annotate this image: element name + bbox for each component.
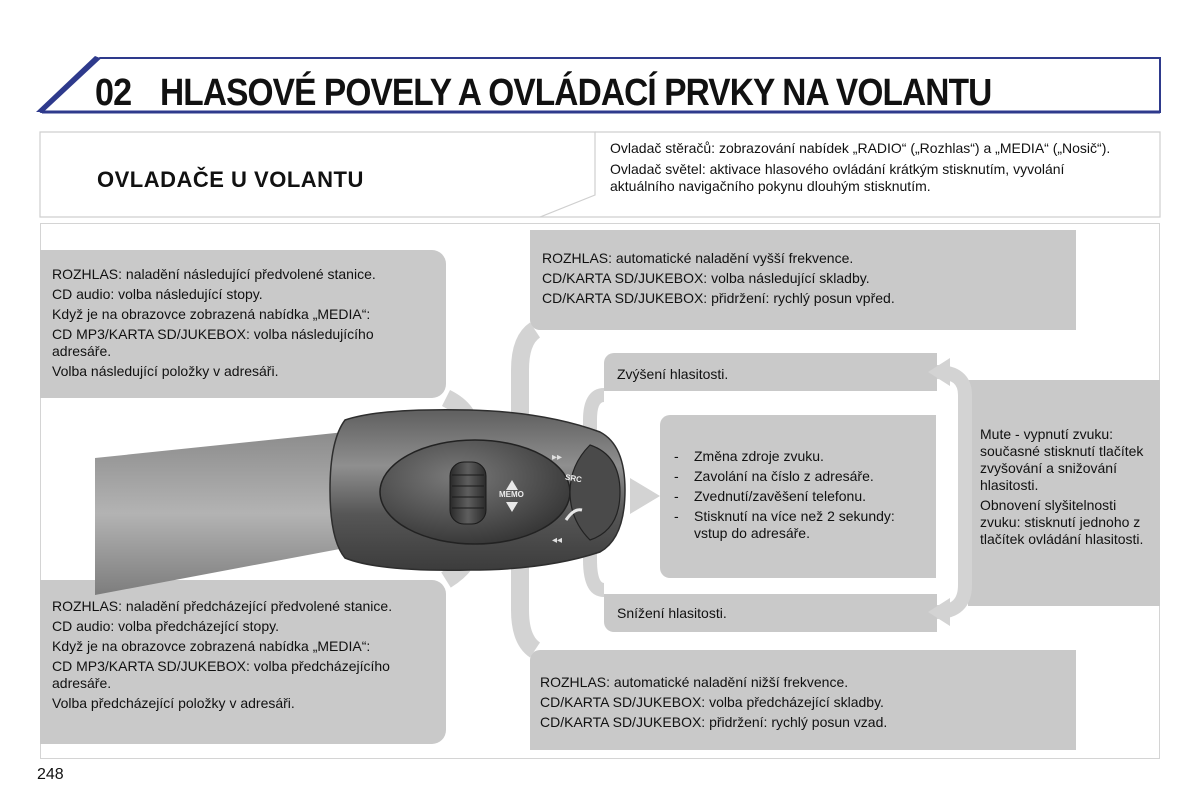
callout-line: CD MP3/KARTA SD/JUKEBOX: volba předcházejícího adresáře.	[52, 658, 390, 691]
callout-volume-up: Zvýšení hlasitosti.	[617, 366, 729, 382]
callout-bottom-middle	[540, 674, 1060, 734]
callout-line: Když je na obrazovce zobrazená nabídka „MEDIA“:	[52, 638, 371, 654]
previous-track-icon: ◂◂	[552, 535, 563, 546]
arrow-volume-up-icon	[928, 358, 950, 386]
arrow-bottom-middle	[520, 560, 535, 650]
callout-line: CD MP3/KARTA SD/JUKEBOX: volba následujícího adresáře.	[52, 326, 374, 359]
callout-line: Volba předcházející položky v adresáři.	[52, 695, 295, 711]
chapter-number: 02	[95, 72, 132, 114]
page-title: HLASOVÉ POVELY A OVLÁDACÍ PRVKY NA VOLANTU	[160, 72, 992, 114]
callout-line: ROZHLAS: naladění předcházející předvolené stanice.	[52, 598, 393, 614]
callout-top-left	[52, 266, 432, 383]
intro-light-stalk: Ovladač světel: aktivace hlasového ovládání krátkým stisknutím, vyvolání aktuálního navigačního pokynu dlouhým stisknutím.	[610, 161, 1065, 194]
callout-line: CD audio: volba následující stopy.	[52, 286, 263, 302]
callout-src-button	[664, 448, 930, 545]
callout-line: ROZHLAS: naladění následující předvolené stanice.	[52, 266, 376, 282]
list-item: - Změna zdroje zvuku.	[664, 448, 930, 465]
thumbwheel-icon	[450, 462, 486, 524]
arrow-top-middle	[520, 330, 535, 420]
callout-line: ROZHLAS: automatické naladění vyšší frekvence.	[542, 250, 854, 266]
volume-bracket-right	[937, 372, 965, 612]
next-track-icon: ▸▸	[552, 452, 563, 463]
callout-volume-down: Snížení hlasitosti.	[617, 605, 727, 621]
callout-line: CD audio: volba předcházející stopy.	[52, 618, 279, 634]
src-label: SRC	[564, 472, 583, 485]
intro-wiper-stalk: Ovladač stěračů: zobrazování nabídek „RADIO“ („Rozhlas“) a „MEDIA“ („Nosič“).	[610, 140, 1111, 156]
callout-mute	[980, 426, 1150, 551]
callout-line: Mute - vypnutí zvuku: současné stisknutí tlačítek zvyšování a snižování hlasitosti.	[980, 426, 1144, 493]
callout-line: CD/KARTA SD/JUKEBOX: volba následující skladby.	[542, 270, 870, 286]
callout-top-middle	[542, 250, 1062, 310]
list-item: - Zvednutí/zavěšení telefonu.	[664, 488, 930, 505]
callout-line: ROZHLAS: automatické naladění nižší frekvence.	[540, 674, 849, 690]
callout-bottom-left	[52, 598, 402, 715]
stalk-arm	[95, 432, 345, 595]
page-number: 248	[37, 766, 64, 783]
section-heading: OVLADAČE U VOLANTU	[97, 167, 364, 192]
callout-line: CD/KARTA SD/JUKEBOX: volba předcházející skladby.	[540, 694, 884, 710]
callout-line: CD/KARTA SD/JUKEBOX: přidržení: rychlý posun vpřed.	[542, 290, 895, 306]
callout-line: Když je na obrazovce zobrazená nabídka „MEDIA“:	[52, 306, 371, 322]
list-item: - Zavolání na číslo z adresáře.	[664, 468, 930, 485]
arrow-volume-down-icon	[928, 598, 950, 626]
memo-label: MEMO	[499, 490, 524, 499]
callout-line: CD/KARTA SD/JUKEBOX: přidržení: rychlý posun vzad.	[540, 714, 888, 730]
callout-line: Obnovení slyšitelnosti zvuku: stisknutí jednoho z tlačítek ovládání hlasitosti.	[980, 497, 1144, 547]
arrow-src-icon	[630, 478, 660, 514]
list-item: - Stisknutí na více než 2 sekundy: vstup do adresáře.	[664, 508, 930, 542]
callout-line: Volba následující položky v adresáři.	[52, 363, 279, 379]
